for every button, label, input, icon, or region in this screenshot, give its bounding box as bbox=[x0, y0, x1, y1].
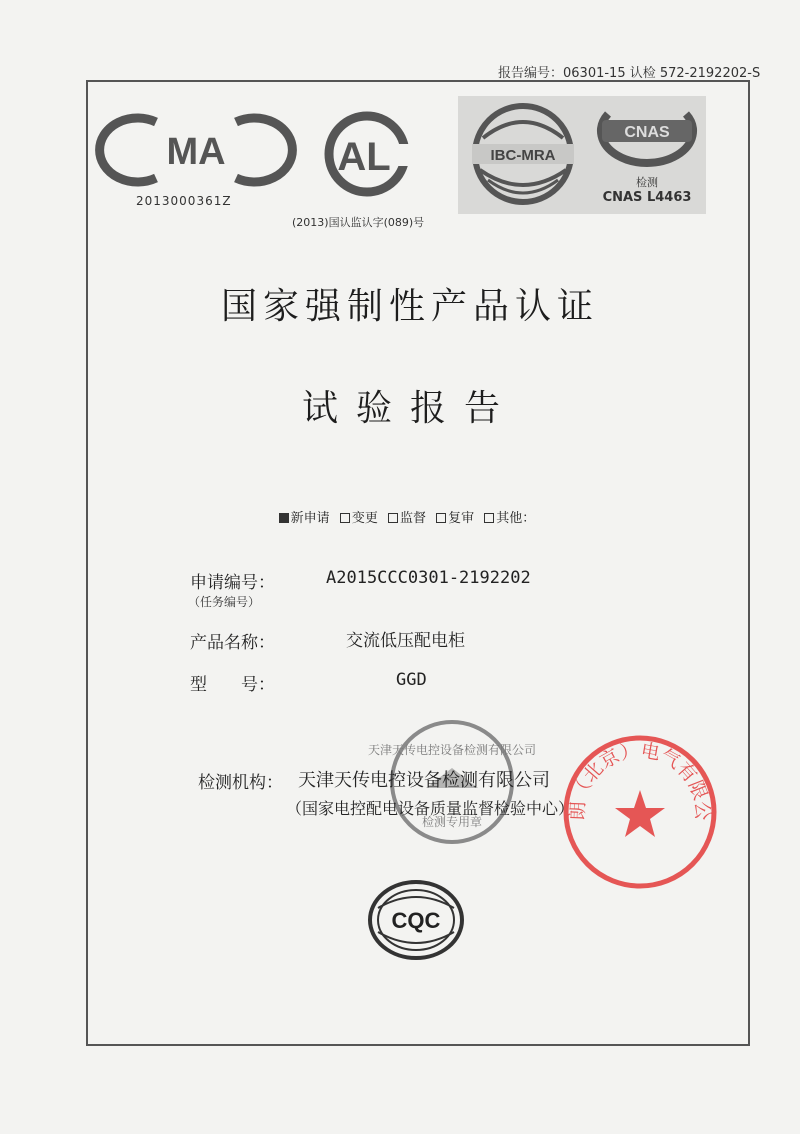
option-supervision[interactable]: 监督 bbox=[388, 511, 426, 526]
checkbox-icon bbox=[388, 513, 398, 523]
title-line1: 国家强制性产品认证 bbox=[220, 286, 599, 327]
product-name-value: 交流低压配电柜 bbox=[346, 631, 465, 651]
cal-logo-mark bbox=[292, 108, 442, 198]
checkbox-checked-icon bbox=[279, 513, 289, 523]
option-change[interactable]: 变更 bbox=[340, 511, 378, 526]
cnas-sub: 检测 bbox=[636, 176, 658, 189]
cnas-code: CNAS L4463 bbox=[602, 190, 692, 205]
task-no-sublabel: （任务编号） bbox=[188, 595, 261, 609]
cqc-logo bbox=[366, 878, 466, 962]
company-stamp bbox=[560, 732, 720, 892]
cal-logo bbox=[292, 108, 442, 229]
report-number: 报告编号：06301-15 认检 572-2192202-S bbox=[498, 66, 761, 81]
institution-label: 检测机构： bbox=[198, 773, 283, 793]
svg-text:CNAS: CNAS bbox=[624, 124, 670, 141]
cqc-mark bbox=[366, 878, 466, 962]
checkbox-icon bbox=[436, 513, 446, 523]
svg-text:MA: MA bbox=[166, 131, 226, 173]
svg-text:天朗（北京）电气有限公司: 朗（北京）电气有限公 bbox=[566, 739, 714, 821]
product-name-label: 产品名称： bbox=[190, 633, 275, 653]
institution-subname: （国家电控配电设备质量监督检验中心） bbox=[286, 799, 575, 818]
model-label: 型 号： bbox=[190, 675, 275, 695]
option-review[interactable]: 复审 bbox=[436, 511, 474, 526]
svg-text:天津天传电控设备检测有限公司: 天津天传电控设备检测有限公司 bbox=[367, 743, 537, 757]
svg-text:CQC: CQC bbox=[391, 908, 441, 933]
option-new-application[interactable]: 新申请 bbox=[279, 511, 330, 526]
cma-code: 2013000361Z bbox=[136, 194, 232, 208]
cnas-logo bbox=[588, 96, 706, 214]
cnas-mark bbox=[588, 96, 706, 180]
application-no-value: A2015CCC0301-2192202 bbox=[326, 568, 531, 588]
ilac-mra-logo bbox=[458, 96, 588, 214]
cal-code: (2013)国认监认字(089)号 bbox=[292, 216, 425, 229]
cma-logo bbox=[126, 110, 266, 220]
application-no-label: 申请编号： bbox=[190, 573, 275, 593]
title-line2: 试验报告 bbox=[301, 388, 518, 429]
svg-text:AL: AL bbox=[337, 135, 391, 179]
institution-name: 天津天传电控设备检测有限公司 bbox=[298, 770, 550, 791]
company-stamp-seal bbox=[560, 732, 720, 892]
svg-text:检测专用章: 检测专用章 bbox=[421, 815, 483, 829]
report-type-options bbox=[150, 507, 670, 526]
svg-text:IBC-MRA: IBC-MRA bbox=[490, 147, 556, 164]
option-other[interactable]: 其他： bbox=[484, 511, 535, 526]
checkbox-icon bbox=[340, 513, 350, 523]
cma-logo-mark bbox=[126, 110, 266, 190]
model-value: GGD bbox=[396, 670, 427, 690]
ilac-mra-mark bbox=[458, 96, 588, 214]
checkbox-icon bbox=[484, 513, 494, 523]
